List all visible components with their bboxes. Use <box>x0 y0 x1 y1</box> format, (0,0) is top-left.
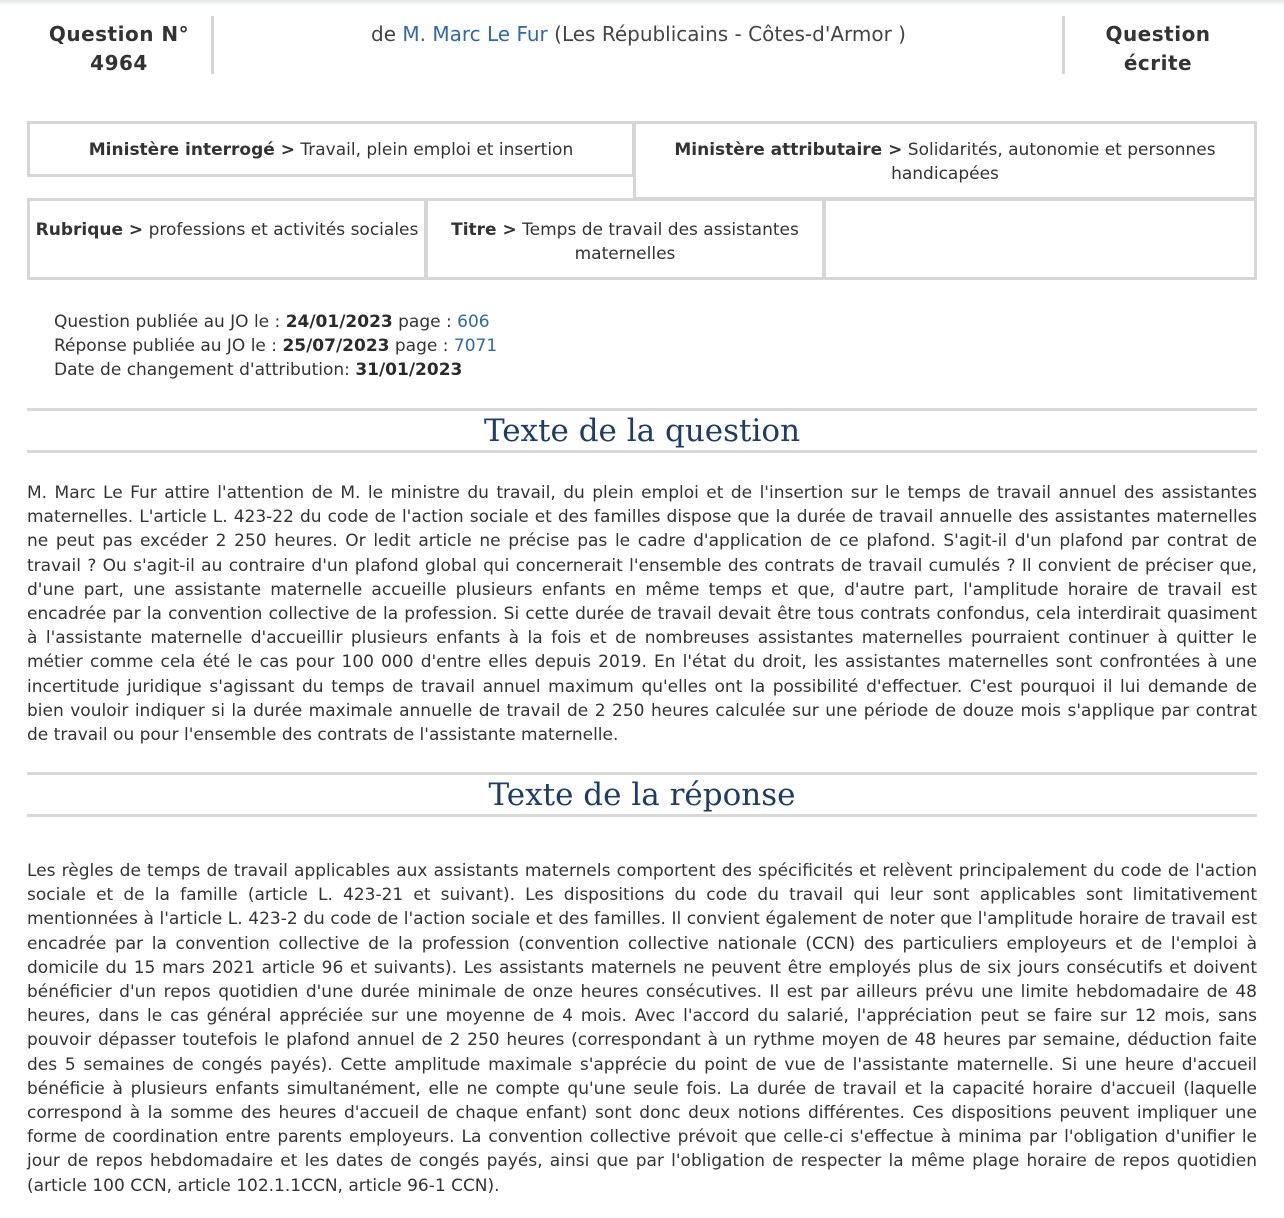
rubrique-value: professions et activités sociales <box>148 220 419 240</box>
rubrique-box <box>27 198 427 280</box>
changement-date: 31/01/2023 <box>355 360 463 380</box>
question-text: M. Marc Le Fur attire l'attention de M. le ministre du travail, du plein emploi et de l'insertion sur le temps de travail annuel des assistantes maternelles. L'article L. 423-22 du code de l'action sociale et des familles dispose que la durée de travail annuelle des assistantes maternelles ne peut pas excéder 2 250 heures. Or ledit article ne précise pas le cadre d'application de ce plafond. S'agit-il d'un plafond par contrat de travail ? Ou s'agit-il au contraire d'un plafond global qui concernerait l'ensemble des contrats de travail cumulés ? Il convient de préciser que, d'une part, une assistante maternelle accueille plusieurs enfants en même temps et que, d'autre part, l'amplitude horaire de travail est encadrée par la convention collective de la profession. Si cette durée de travail devait être tous contrats confondus, cela interdirait quasiment à l'assistante maternelle d'accueillir plusieurs enfants à la fois et de nombreuses assistantes maternelles pourraient continuer à quitter le métier comme cela été le cas pour 100 000 d'entre elles depuis 2019. En l'état du droit, les assistantes maternelles sont confrontées à une incertitude juridique s'agissant du temps de travail annuel maximum qu'elles ont la possibilité d'effectuer. C'est pourquoi il lui demande de bien vouloir indiquer si la durée maximale annuelle de travail de 2 250 heures calculée sur une période de douze mois s'applique par contrat de travail ou pour l'ensemble des contrats de l'assistante maternelle. <box>27 483 1257 746</box>
question-number: 4964 <box>90 51 148 75</box>
page-label: page : <box>394 336 449 356</box>
empty-box <box>823 198 1257 280</box>
question-date-line <box>54 310 497 334</box>
reponse-page-link[interactable]: 7071 <box>453 336 498 356</box>
ministere-interroge-box <box>27 121 635 177</box>
titre-value: Temps de travail des assistantes maternelles <box>522 220 799 264</box>
question-label: Question N° <box>48 22 190 46</box>
author-prefix: de <box>371 22 397 46</box>
titre-label: Titre > <box>451 220 517 240</box>
ministere-attributaire-label: Ministère attributaire > <box>674 140 903 160</box>
top-shade <box>0 0 1284 6</box>
author-line <box>216 20 1061 49</box>
page-label: page : <box>398 312 452 332</box>
question-page-link[interactable]: 606 <box>457 312 490 332</box>
ministere-attributaire-box <box>633 121 1257 200</box>
reponse-date-label: Réponse publiée au JO le : <box>54 336 278 356</box>
changement-date-line <box>54 358 497 382</box>
question-date: 24/01/2023 <box>285 312 393 332</box>
header-divider <box>1062 16 1065 74</box>
ministere-interroge-value: Travail, plein emploi et insertion <box>300 140 574 160</box>
publication-dates <box>54 310 497 382</box>
rubrique-label: Rubrique > <box>35 220 144 240</box>
author-link[interactable]: M. Marc Le Fur <box>402 22 548 46</box>
reponse-text: Les règles de temps de travail applicables aux assistants maternels comportent des spécificités et relèvent principalement du code de l'action sociale et de la famille (article L. 423-21 et suivant). Les dispositions du code du travail qui leur sont applicables sont limitativement mentionnées à l'article L. 423-2 du code de l'action sociale et des familles. Il convient également de noter que l'amplitude horaire de travail est encadrée par la convention collective de la profession (convention collective nationale (CCN) des particuliers employeurs et de l'emploi à domicile du 15 mars 2021 article 96 et suivants). Les assistants maternels ne peuvent être employés plus de six jours consécutifs et doivent bénéficier d'un repos quotidien d'une durée minimale de onze heures consécutives. Il est par ailleurs prévu une limite hebdomadaire de 48 heures, dans le cas général appréciée sur une moyenne de 4 mois. Avec l'accord du salarié, l'appréciation peut se faire sur 12 mois, sans pouvoir dépasser toutefois le plafond annuel de 2 250 heures (correspondant à un rythme moyen de 48 heures par semaine, déduction faite des 5 semaines de congés payés). Cette amplitude maximale s'apprécie du point de vue de l'assistante maternelle. Si une heure d'accueil bénéficie à plusieurs enfants simultanément, elle ne compte qu'une seule fois. La durée de travail et la capacité horaire d'accueil (laquelle correspond à la somme des heures d'accueil de chaque enfant) sont donc deux notions différentes. Ces dispositions peuvent impliquer une forme de coordination entre parents employeurs. La convention collective prévoit que celle-ci s'effectue à minima par l'obligation d'unifier le jour de repos hebdomadaire et les dates de congés payés, ainsi que par l'obligation de respecter la même plage horaire de repos quotidien (article 100 CCN, article 102.1.1CCN, article 96-1 CCN). <box>27 861 1257 1196</box>
titre-box <box>425 198 825 280</box>
question-type: Question écrite <box>1105 22 1211 75</box>
header-divider <box>211 16 214 74</box>
question-date-label: Question publiée au JO le : <box>54 312 281 332</box>
reponse-heading: Texte de la réponse <box>27 772 1257 817</box>
ministere-interroge-label: Ministère interrogé > <box>88 140 295 160</box>
ministere-attributaire-value: Solidarités, autonomie et personnes handicapées <box>891 140 1216 184</box>
reponse-date-line <box>54 334 497 358</box>
author-group: (Les Républicains - Côtes-d'Armor ) <box>554 22 906 46</box>
question-heading: Texte de la question <box>27 408 1257 453</box>
changement-date-label: Date de changement d'attribution: <box>54 360 350 380</box>
question-number-block <box>30 20 208 78</box>
reponse-date: 25/07/2023 <box>282 336 390 356</box>
